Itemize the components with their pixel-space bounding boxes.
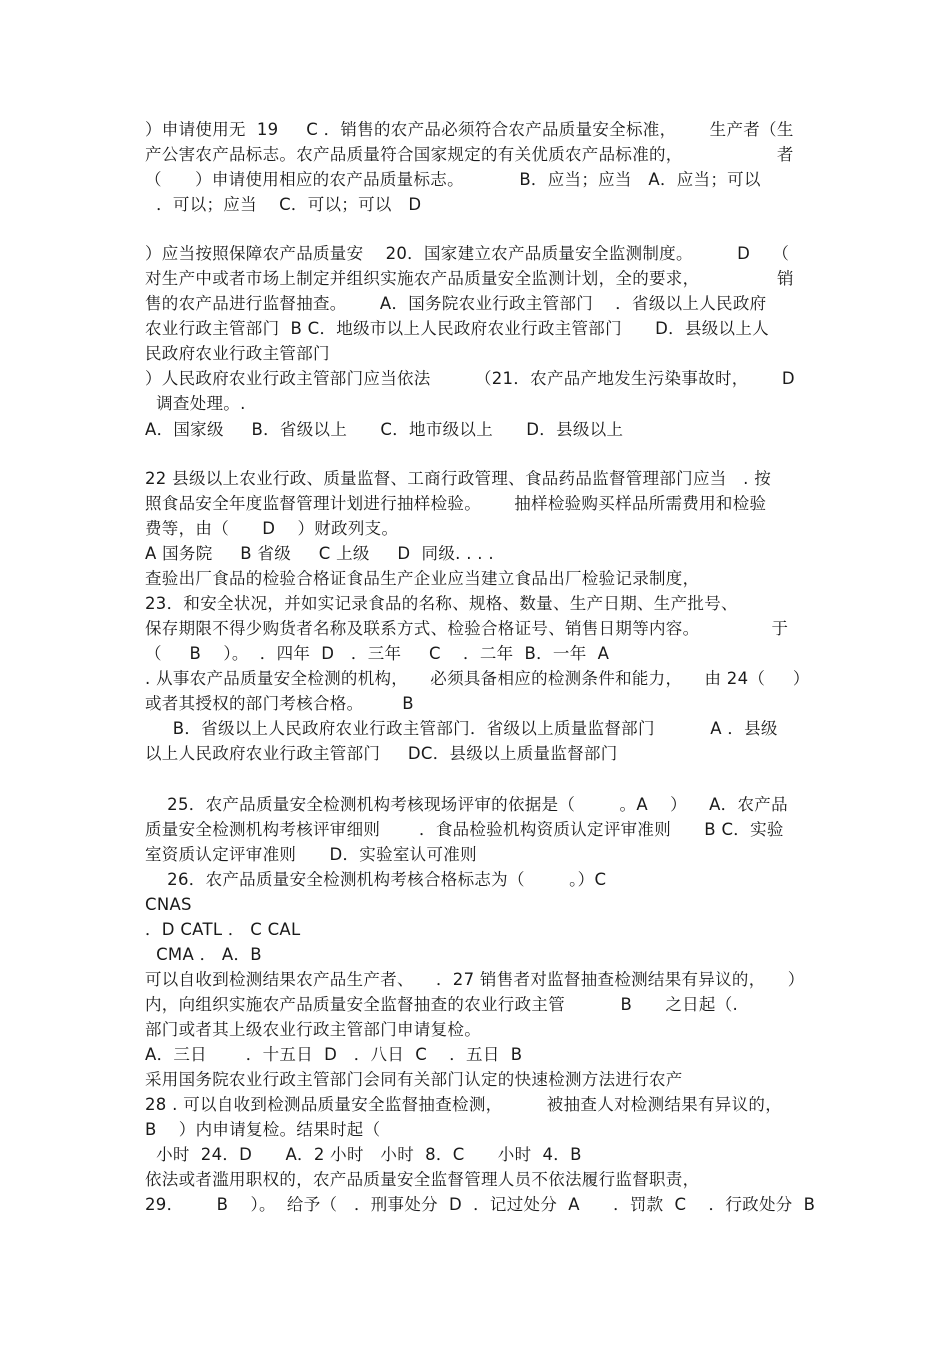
text-line: 保存期限不得少购货者名称及联系方式、检验合格证号、销售日期等内容。 于 — [145, 619, 789, 638]
text-line: 部门或者其上级农业行政主管部门申请复检。 — [145, 1020, 481, 1039]
text-line: 产公害农产品标志。农产品质量符合国家规定的有关优质农产品标准的， 者 — [145, 145, 794, 164]
text-line: 农业行政主管部门 B C．地级市以上人民政府农业行政主管部门 D．县级以上人 — [145, 319, 769, 338]
text-line: 可以自收到检测结果农产品生产者、 ．27 销售者对监督抽查检测结果有异议的， ） — [145, 970, 805, 989]
text-line: 29． B ）。 给予（ ．刑事处分 D ．记过处分 A ．罚款 C ．行政处分 B — [145, 1195, 816, 1214]
text-line: 22 县级以上农业行政、质量监督、工商行政管理、食品药品监督管理部门应当 . 按 — [145, 469, 772, 488]
text-line: 或者其授权的部门考核合格。 B — [145, 694, 414, 713]
text-line: ）人民政府农业行政主管部门应当依法 （21．农产品产地发生污染事故时， D — [145, 369, 795, 388]
text-line: ）申请使用无 19 C ．销售的农产品必须符合农产品质量安全标准， 生产者（生 — [145, 120, 794, 139]
text-line: 25．农产品质量安全检测机构考核现场评审的依据是（ 。A ） A．农产品 — [145, 795, 788, 814]
text-line: 室资质认定评审准则 D．实验室认可准则 — [145, 845, 477, 864]
text-line: CMA ． A．B — [145, 945, 262, 964]
text-line: （ B ）。 ．四年 D ．三年 C ．二年 B．一年 A — [145, 644, 610, 663]
text-line: 调查处理。. — [145, 394, 246, 413]
text-line: 质量安全检测机构考核评审细则 ．食品检验机构资质认定评审准则 B C．实验 — [145, 820, 784, 839]
text-line: 费等，由（ D ）财政列支。 — [145, 519, 399, 538]
text-line: 内，向组织实施农产品质量安全监督抽查的农业行政主管 B 之日起（. — [145, 995, 739, 1014]
text-line: A 国务院 B 省级 C 上级 D 同级. . . . — [145, 544, 494, 563]
text-line: 民政府农业行政主管部门 — [145, 344, 330, 363]
text-line: ．可以；应当 C．可以；可以 D — [145, 195, 422, 214]
text-line: （ ）申请使用相应的农产品质量标志。 B．应当；应当 A．应当；可以 — [145, 170, 761, 189]
text-line: 依法或者滥用职权的，农产品质量安全监督管理人员不依法履行监督职责， — [145, 1170, 700, 1189]
text-line: . 从事农产品质量安全检测的机构， 必须具备相应的检测条件和能力， 由 24（ ） — [145, 669, 810, 688]
text-line: A．三日 ．十五日 D ．八日 C ．五日 B — [145, 1045, 523, 1064]
text-line: 采用国务院农业行政主管部门会同有关部门认定的快速检测方法进行农产 — [145, 1070, 683, 1089]
text-line: 28 . 可以自收到检测品质量安全监督抽查检测， 被抽查人对检测结果有异议的， — [145, 1095, 782, 1114]
text-line: 23．和安全状况，并如实记录食品的名称、规格、数量、生产日期、生产批号、 — [145, 594, 738, 613]
text-line: 以上人民政府农业行政主管部门 DC．县级以上质量监督部门 — [145, 744, 618, 763]
text-line: ）应当按照保障农产品质量安 20．国家建立农产品质量安全监测制度。 D （ — [145, 244, 790, 263]
text-line: 小时 24．D A．2 小时 小时 8．C 小时 4．B — [145, 1145, 582, 1164]
text-line: 26．农产品质量安全检测机构考核合格标志为（ 。）C — [145, 870, 607, 889]
text-line: 售的农产品进行监督抽查。 A．国务院农业行政主管部门 ．省级以上人民政府 — [145, 294, 767, 313]
text-line: B ）内申请复检。结果时起（ — [145, 1120, 381, 1139]
text-line: CNAS — [145, 895, 192, 914]
text-line: 对生产中或者市场上制定并组织实施农产品质量安全监测计划，全的要求， 销 — [145, 269, 794, 288]
text-line: ．D CATL ． C CAL — [145, 920, 301, 939]
text-line: 照食品安全年度监督管理计划进行抽样检验。 抽样检验购买样品所需费用和检验 — [145, 494, 767, 513]
text-line: 查验出厂食品的检验合格证食品生产企业应当建立食品出厂检验记录制度， — [145, 569, 700, 588]
text-line: B．省级以上人民政府农业行政主管部门．省级以上质量监督部门 A ．县级 — [145, 719, 778, 738]
text-line: A．国家级 B．省级以上 C．地市级以上 D．县级以上 — [145, 420, 624, 439]
